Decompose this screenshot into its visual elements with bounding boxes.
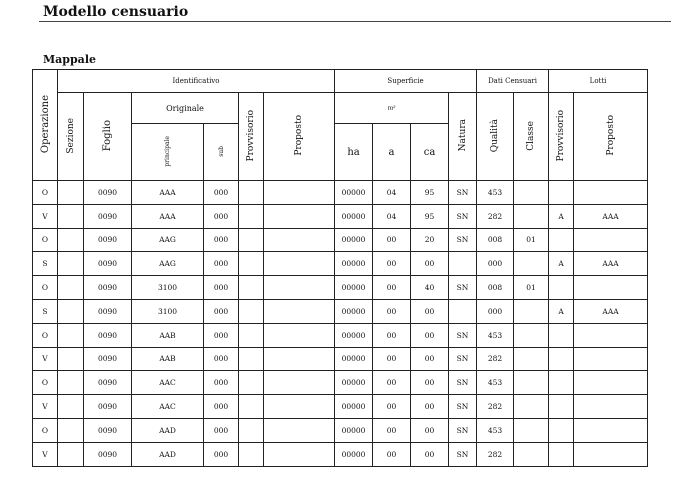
table-cell: 00 (373, 323, 411, 347)
table-cell (549, 347, 574, 371)
table-cell: 0090 (84, 204, 132, 228)
table-cell: 000 (204, 371, 239, 395)
table-cell: 00 (373, 395, 411, 419)
table-cell: 00000 (335, 276, 373, 300)
table-cell: 0090 (84, 418, 132, 442)
col-provvisorio-header: Provvisorio (239, 93, 264, 181)
table-cell: 00 (373, 371, 411, 395)
table-cell: V (33, 204, 58, 228)
table-cell (264, 228, 335, 252)
table-cell: 00 (411, 371, 449, 395)
table-cell: 453 (477, 418, 514, 442)
table-cell: O (33, 276, 58, 300)
col-natura-header: Natura (449, 93, 477, 181)
table-cell: 0090 (84, 299, 132, 323)
table-cell: 0090 (84, 276, 132, 300)
table-cell (549, 371, 574, 395)
table-cell: 00 (411, 442, 449, 466)
table-cell (574, 371, 648, 395)
table-cell (264, 276, 335, 300)
table-cell (514, 181, 549, 205)
table-cell (58, 323, 84, 347)
col-proposto-header: Proposto (264, 93, 335, 181)
table-cell (449, 252, 477, 276)
col-a-header: a (373, 124, 411, 181)
table-cell: 00000 (335, 442, 373, 466)
superficie-header: Superficie (335, 70, 477, 93)
table-cell (549, 395, 574, 419)
table-cell (574, 347, 648, 371)
col-operazione-header: Operazione (33, 70, 58, 181)
table-cell: 008 (477, 228, 514, 252)
table-cell: 000 (204, 323, 239, 347)
table-cell: 00 (411, 347, 449, 371)
table-cell: 01 (514, 276, 549, 300)
table-row (33, 418, 648, 442)
table-cell (58, 252, 84, 276)
table-body (33, 181, 648, 467)
table-cell: 282 (477, 395, 514, 419)
table-cell: A (549, 252, 574, 276)
table-cell: 01 (514, 228, 549, 252)
table-cell: AAA (574, 204, 648, 228)
table-cell (58, 204, 84, 228)
table-cell: 453 (477, 323, 514, 347)
table-cell (514, 442, 549, 466)
table-cell: 453 (477, 371, 514, 395)
table-cell (574, 276, 648, 300)
section-title: Mappale (43, 53, 96, 66)
table-cell: 00000 (335, 371, 373, 395)
table-row (33, 228, 648, 252)
title-divider (39, 21, 671, 22)
table-cell (264, 442, 335, 466)
col-foglio-header: Foglio (84, 93, 132, 181)
table-cell (514, 395, 549, 419)
table-cell: 000 (204, 204, 239, 228)
table-cell: 0090 (84, 442, 132, 466)
table-cell (58, 276, 84, 300)
table-cell: 282 (477, 442, 514, 466)
table-cell: 00 (373, 228, 411, 252)
col-lotti-proposto-header: Proposto (574, 93, 648, 181)
table-cell (549, 323, 574, 347)
table-cell: SN (449, 442, 477, 466)
table-row (33, 442, 648, 466)
table-cell (574, 442, 648, 466)
table-cell (549, 418, 574, 442)
table-cell: O (33, 323, 58, 347)
table-cell: 000 (204, 276, 239, 300)
table-cell (58, 181, 84, 205)
table-cell (239, 181, 264, 205)
table-cell: AAD (132, 442, 204, 466)
table-cell: SN (449, 418, 477, 442)
table-cell (58, 395, 84, 419)
table-cell: 000 (204, 181, 239, 205)
table-cell: AAD (132, 418, 204, 442)
table-cell: 00 (411, 299, 449, 323)
table-cell (549, 276, 574, 300)
table-cell (574, 181, 648, 205)
table-cell: SN (449, 395, 477, 419)
table-cell: 00000 (335, 347, 373, 371)
table-cell: AAC (132, 395, 204, 419)
table-cell (514, 418, 549, 442)
table-cell: 0090 (84, 323, 132, 347)
table-cell: 3100 (132, 276, 204, 300)
table-cell: 00 (373, 276, 411, 300)
table-cell (58, 299, 84, 323)
table-cell: 00 (373, 299, 411, 323)
table-cell: 453 (477, 181, 514, 205)
table-cell: V (33, 347, 58, 371)
table-cell: 0090 (84, 252, 132, 276)
table-cell: 282 (477, 204, 514, 228)
col-ca-header: ca (411, 124, 449, 181)
table-cell: SN (449, 347, 477, 371)
lotti-header: Lotti (549, 70, 648, 93)
table-cell: 00000 (335, 181, 373, 205)
table-row (33, 252, 648, 276)
table-cell: 282 (477, 347, 514, 371)
table-cell: 00 (373, 418, 411, 442)
table-cell: 0090 (84, 228, 132, 252)
table-cell (58, 347, 84, 371)
table-cell: 00 (373, 252, 411, 276)
table-cell (264, 395, 335, 419)
table-cell: 000 (204, 299, 239, 323)
mappale-table (32, 69, 648, 467)
table-cell (574, 418, 648, 442)
table-cell: 00000 (335, 252, 373, 276)
table-cell (239, 442, 264, 466)
table-cell: 0090 (84, 347, 132, 371)
table-cell (239, 323, 264, 347)
table-cell: AAB (132, 347, 204, 371)
table-cell: 04 (373, 204, 411, 228)
table-cell (239, 299, 264, 323)
table-cell: AAA (574, 252, 648, 276)
table-cell (239, 228, 264, 252)
table-cell (574, 395, 648, 419)
table-row (33, 347, 648, 371)
table-cell: SN (449, 204, 477, 228)
table-cell (239, 204, 264, 228)
table-cell: A (549, 299, 574, 323)
table-cell: 0090 (84, 181, 132, 205)
table-cell (549, 228, 574, 252)
table-cell (449, 299, 477, 323)
col-sezione-header: Sezione (58, 93, 84, 181)
table-cell: O (33, 418, 58, 442)
table-cell: 00000 (335, 323, 373, 347)
originale-header: Originale (132, 93, 239, 124)
table-cell (514, 371, 549, 395)
table-cell: SN (449, 228, 477, 252)
table-cell (239, 347, 264, 371)
table-cell (264, 347, 335, 371)
table-cell: O (33, 181, 58, 205)
table-cell: S (33, 299, 58, 323)
table-cell (514, 347, 549, 371)
m2-header: m² (335, 93, 449, 124)
table-cell: AAG (132, 252, 204, 276)
table-cell: 000 (477, 252, 514, 276)
table-row (33, 181, 648, 205)
table-cell (549, 442, 574, 466)
table-cell: 00 (373, 442, 411, 466)
table-cell (239, 276, 264, 300)
identificativo-header: Identificativo (58, 70, 335, 93)
table-cell: 00000 (335, 418, 373, 442)
table-cell: 00000 (335, 228, 373, 252)
table-cell: SN (449, 323, 477, 347)
table-cell: SN (449, 181, 477, 205)
table-cell (58, 442, 84, 466)
table-cell: A (549, 204, 574, 228)
table-cell: 00000 (335, 299, 373, 323)
col-principale-header: principale (132, 124, 204, 181)
table-cell: 0090 (84, 371, 132, 395)
table-cell (239, 371, 264, 395)
table-row (33, 299, 648, 323)
table-row (33, 276, 648, 300)
table-cell (239, 395, 264, 419)
table-cell: AAB (132, 323, 204, 347)
table-cell (264, 299, 335, 323)
table-cell: 000 (204, 252, 239, 276)
table-cell (514, 252, 549, 276)
table-row (33, 323, 648, 347)
table-cell: 000 (477, 299, 514, 323)
table-cell: AAG (132, 228, 204, 252)
table-cell (58, 418, 84, 442)
table-cell: O (33, 371, 58, 395)
table-cell: SN (449, 276, 477, 300)
table-cell (574, 228, 648, 252)
table-cell: V (33, 442, 58, 466)
table-cell (239, 252, 264, 276)
table-cell: 00 (411, 418, 449, 442)
table-cell: 0090 (84, 395, 132, 419)
table-cell: 000 (204, 418, 239, 442)
table-cell (264, 371, 335, 395)
col-qualita-header: Qualità (477, 93, 514, 181)
table-cell: 000 (204, 347, 239, 371)
table-row (33, 395, 648, 419)
table-cell: 00 (373, 347, 411, 371)
table-cell (239, 418, 264, 442)
table-cell (58, 228, 84, 252)
table-cell: 00 (411, 395, 449, 419)
table-cell: 00000 (335, 204, 373, 228)
table-cell: SN (449, 371, 477, 395)
table-cell: 40 (411, 276, 449, 300)
table-cell (264, 323, 335, 347)
table-cell (549, 181, 574, 205)
col-sub-header: sub (204, 124, 239, 181)
table-cell: AAA (132, 204, 204, 228)
table-cell (264, 181, 335, 205)
table-cell: 04 (373, 181, 411, 205)
col-lotti-provvisorio-header: Provvisorio (549, 93, 574, 181)
table-cell (514, 204, 549, 228)
dati-censuari-header: Dati Censuari (477, 70, 549, 93)
table-cell: V (33, 395, 58, 419)
table-cell: AAC (132, 371, 204, 395)
table-cell (264, 204, 335, 228)
table-cell: 000 (204, 442, 239, 466)
table-cell: AAA (574, 299, 648, 323)
table-cell: S (33, 252, 58, 276)
table-cell: 00 (411, 323, 449, 347)
table-cell (58, 371, 84, 395)
table-cell (514, 323, 549, 347)
table-row (33, 204, 648, 228)
table-cell: 000 (204, 228, 239, 252)
table-cell: 00 (411, 252, 449, 276)
table-cell (264, 252, 335, 276)
table-row (33, 371, 648, 395)
table-cell: 20 (411, 228, 449, 252)
table-cell: 3100 (132, 299, 204, 323)
table-cell: AAA (132, 181, 204, 205)
col-ha-header: ha (335, 124, 373, 181)
table-cell: 95 (411, 204, 449, 228)
table-cell (574, 323, 648, 347)
col-classe-header: Classe (514, 93, 549, 181)
table-cell (514, 299, 549, 323)
table-cell: 00000 (335, 395, 373, 419)
page-title: Modello censuario (43, 4, 189, 20)
table-cell: 008 (477, 276, 514, 300)
table-cell: 95 (411, 181, 449, 205)
table-cell (264, 418, 335, 442)
table-cell: O (33, 228, 58, 252)
table-cell: 000 (204, 395, 239, 419)
